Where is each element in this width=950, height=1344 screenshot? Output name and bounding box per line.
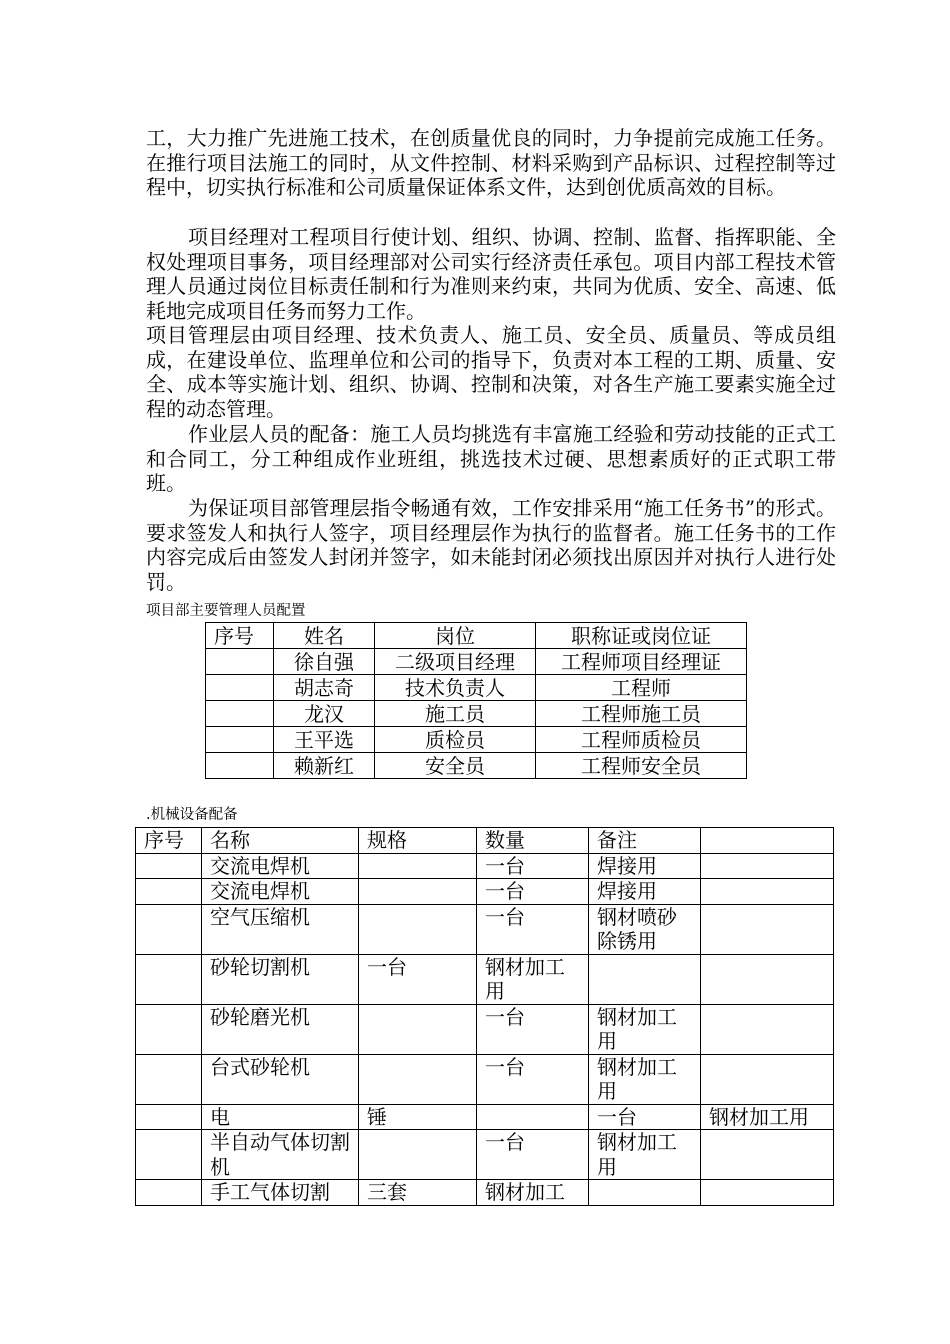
table-cell: 钢材加工用	[701, 1104, 834, 1130]
table-cell	[136, 1130, 202, 1180]
table-cell	[589, 954, 701, 1004]
table-cell	[136, 954, 202, 1004]
table-cell: 质检员	[375, 727, 536, 753]
header-cell: 姓名	[274, 623, 375, 649]
table-row	[206, 753, 747, 779]
header-cell: 规格	[359, 828, 477, 854]
paragraph-5: 为保证项目部管理层指令畅通有效，工作安排采用“施工任务书”的形式。要求签发人和执行人签字，项目经理层作为执行的监督者。施工任务书的工作内容完成后由签发人封闭并签字，如未能封闭必须找出原因并对执行人进行处罚。	[146, 496, 836, 594]
table-cell	[359, 904, 477, 954]
header-cell: 序号	[136, 828, 202, 854]
table-cell: 钢材加工用	[589, 1054, 701, 1104]
table-cell	[136, 1180, 202, 1206]
table-row	[136, 954, 834, 1004]
equipment-table	[135, 827, 834, 1206]
table-cell: 安全员	[375, 753, 536, 779]
table-cell: 赖新红	[274, 753, 375, 779]
table-cell: 一台	[477, 1004, 589, 1054]
table-cell	[359, 853, 477, 879]
table-cell	[136, 879, 202, 905]
paragraph-2: 项目经理对工程项目行使计划、组织、协调、控制、监督、指挥职能、全权处理项目事务，项目经理部对公司实行经济责任承包。项目内部工程技术管理人员通过岗位目标责任制和行为准则来约束，共同为优质、安全、高速、低耗地完成项目任务而努力工作。	[146, 225, 836, 323]
table-cell: 工程师	[536, 675, 747, 701]
table-cell: 三套	[359, 1180, 477, 1206]
header-cell: 序号	[206, 623, 274, 649]
header-cell: 名称	[202, 828, 359, 854]
table-cell	[477, 1104, 589, 1130]
table-row	[206, 649, 747, 675]
table-cell: 交流电焊机	[202, 879, 359, 905]
table-cell: 工程师项目经理证	[536, 649, 747, 675]
table-cell: 砂轮切割机	[202, 954, 359, 1004]
paragraph-4: 作业层人员的配备：施工人员均挑选有丰富施工经验和劳动技能的正式工和合同工，分工种组成作业班组，挑选技术过硬、思想素质好的正式职工带班。	[146, 422, 836, 496]
table-cell: 胡志奇	[274, 675, 375, 701]
table-cell: 一台	[359, 954, 477, 1004]
header-cell: 职称证或岗位证	[536, 623, 747, 649]
table-cell: 空气压缩机	[202, 904, 359, 954]
table-cell: 一台	[477, 1130, 589, 1180]
table-cell: 一台	[477, 879, 589, 905]
paragraph-3: 项目管理层由项目经理、技术负责人、施工员、安全员、质量员、等成员组成，在建设单位、监理单位和公司的指导下，负责对本工程的工期、质量、安全、成本等实施计划、组织、协调、控制和决策，对各生产施工要素实施全过程的动态管理。	[146, 323, 836, 421]
table-cell	[701, 879, 834, 905]
table-cell: 钢材加工用	[589, 1130, 701, 1180]
header-cell: 岗位	[375, 623, 536, 649]
table-cell	[206, 701, 274, 727]
table-cell: 一台	[477, 904, 589, 954]
table-cell	[359, 1054, 477, 1104]
table-cell: 交流电焊机	[202, 853, 359, 879]
table-row	[136, 1004, 834, 1054]
table-cell: 工程师质检员	[536, 727, 747, 753]
table-cell: 钢材喷砂除锈用	[589, 904, 701, 954]
table-cell: 一台	[477, 853, 589, 879]
table-cell: 电	[202, 1104, 359, 1130]
table-row	[136, 1180, 834, 1206]
table-cell: 徐自强	[274, 649, 375, 675]
table-cell	[701, 853, 834, 879]
table-cell: 焊接用	[589, 879, 701, 905]
table-cell: 钢材加工用	[589, 1004, 701, 1054]
table-cell	[701, 1004, 834, 1054]
table-cell	[136, 904, 202, 954]
table-cell	[136, 853, 202, 879]
table-cell	[136, 1054, 202, 1104]
table-cell	[589, 1180, 701, 1206]
table-cell	[136, 1104, 202, 1130]
staff-table-caption: 项目部主要管理人员配置	[146, 603, 306, 619]
table-row	[206, 675, 747, 701]
table-cell: 台式砂轮机	[202, 1054, 359, 1104]
table-cell	[701, 1054, 834, 1104]
table-cell	[206, 675, 274, 701]
table-cell	[359, 879, 477, 905]
table-cell	[206, 727, 274, 753]
table-cell: 钢材加工用	[477, 954, 589, 1004]
table-cell: 焊接用	[589, 853, 701, 879]
header-cell	[701, 828, 834, 854]
table-row	[206, 727, 747, 753]
table-row	[136, 1104, 834, 1130]
table-cell	[359, 1130, 477, 1180]
table-cell: 工程师施工员	[536, 701, 747, 727]
table-cell: 钢材加工	[477, 1180, 589, 1206]
table-cell: 施工员	[375, 701, 536, 727]
table-row	[136, 1130, 834, 1180]
table-cell	[701, 954, 834, 1004]
table-cell	[701, 904, 834, 954]
header-cell: 数量	[477, 828, 589, 854]
table-cell	[359, 1004, 477, 1054]
table-cell: 砂轮磨光机	[202, 1004, 359, 1054]
table-cell	[136, 1004, 202, 1054]
table-header-row	[136, 828, 834, 854]
table-cell	[701, 1130, 834, 1180]
table-cell	[701, 1180, 834, 1206]
table-cell: 一台	[589, 1104, 701, 1130]
table-cell: 技术负责人	[375, 675, 536, 701]
staff-table	[205, 622, 747, 779]
table-cell: 龙汉	[274, 701, 375, 727]
table-cell: 王平选	[274, 727, 375, 753]
table-cell: 一台	[477, 1054, 589, 1104]
table-cell: 半自动气体切割机	[202, 1130, 359, 1180]
table-cell: 手工气体切割	[202, 1180, 359, 1206]
header-cell: 备注	[589, 828, 701, 854]
table-row	[136, 853, 834, 879]
table-cell: 二级项目经理	[375, 649, 536, 675]
table-row	[206, 701, 747, 727]
table-cell	[206, 649, 274, 675]
table-header-row	[206, 623, 747, 649]
table-cell: 工程师安全员	[536, 753, 747, 779]
table-cell	[206, 753, 274, 779]
table-cell: 锤	[359, 1104, 477, 1130]
table-row	[136, 879, 834, 905]
paragraph-1: 工，大力推广先进施工技术，在创质量优良的同时，力争提前完成施工任务。在推行项目法施工的同时，从文件控制、材料采购到产品标识、过程控制等过程中，切实执行标准和公司质量保证体系文件，达到创优质高效的目标。	[146, 126, 836, 200]
equipment-table-caption: .机械设备配备	[146, 807, 238, 823]
table-row	[136, 1054, 834, 1104]
table-row	[136, 904, 834, 954]
